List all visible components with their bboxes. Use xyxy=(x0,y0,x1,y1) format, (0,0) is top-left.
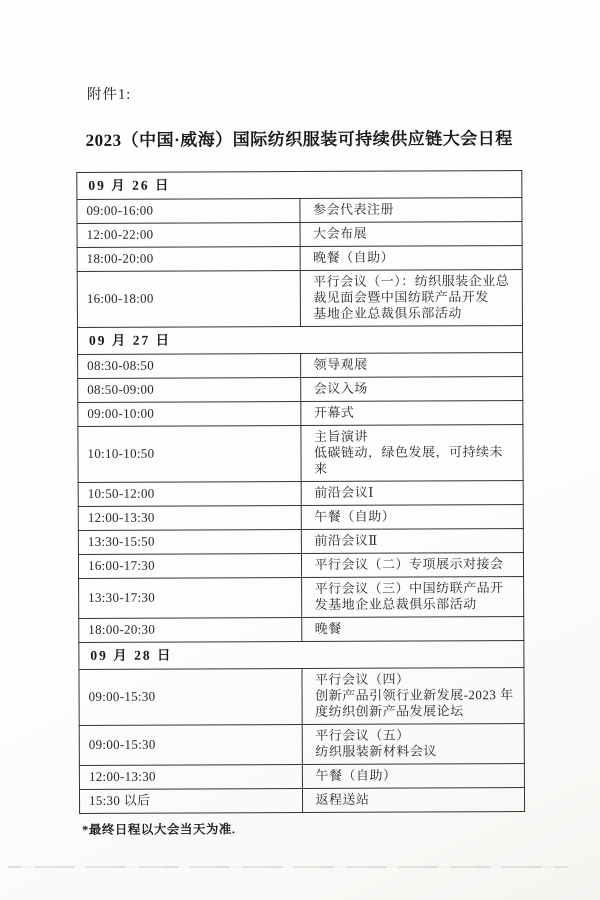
activity-cell xyxy=(302,764,525,789)
activity-line: 平行会议（一）：纺织服装企业总裁见面会暨中国纺联产品开发 xyxy=(313,273,510,305)
time-cell: 09:00-16:00 xyxy=(77,199,300,224)
time-cell: 12:00-13:30 xyxy=(78,505,301,530)
activity-line: 平行会议（三）中国纺联产品开发基地企业总裁俱乐部活动 xyxy=(314,580,504,612)
time-cell: 10:50-12:00 xyxy=(78,481,301,506)
attachment-label: 附件1: xyxy=(86,86,132,103)
schedule-row xyxy=(78,505,523,531)
activity-cell xyxy=(300,222,523,247)
activity-line: 午餐（自助） xyxy=(315,767,397,783)
schedule-footnote: *最终日程以大会当天为准. xyxy=(82,822,236,837)
time-cell: 08:30-08:50 xyxy=(78,353,301,378)
date-header-row xyxy=(77,326,522,355)
date-header-cell: 09 月 27 日 xyxy=(77,326,522,355)
activity-line: 前沿会议Ⅰ xyxy=(314,484,374,500)
activity-cell xyxy=(300,246,523,271)
activity-line: 平行会议（四） xyxy=(314,671,410,687)
schedule-row xyxy=(79,668,524,726)
time-cell: 16:00-18:00 xyxy=(77,271,300,328)
activity-cell xyxy=(300,353,523,378)
schedule-row xyxy=(77,246,522,272)
activity-line: 晚餐 xyxy=(314,620,342,636)
schedule-table xyxy=(76,170,525,814)
time-cell: 13:30-17:30 xyxy=(79,577,302,618)
time-cell: 12:00-13:30 xyxy=(79,764,302,789)
activity-cell xyxy=(301,553,524,578)
activity-cell xyxy=(301,668,524,725)
activity-line: 平行会议（二）专项展示对接会 xyxy=(314,556,504,572)
activity-line: 前沿会议Ⅱ xyxy=(314,532,378,548)
date-header-row xyxy=(79,641,524,670)
activity-line: 主旨演讲 xyxy=(313,428,368,444)
activity-cell xyxy=(300,270,523,327)
activity-line: 午餐（自助） xyxy=(314,508,396,524)
time-cell: 09:00-15:30 xyxy=(79,668,302,725)
activity-line: 返程送站 xyxy=(315,791,370,807)
schedule-row xyxy=(77,198,522,224)
activity-cell xyxy=(301,617,524,642)
schedule-table-body xyxy=(77,171,525,814)
schedule-row xyxy=(79,724,524,766)
schedule-row xyxy=(78,529,523,555)
date-header-cell: 09 月 26 日 xyxy=(77,171,522,200)
activity-line: 基地企业总裁俱乐部活动 xyxy=(313,305,462,321)
schedule-row xyxy=(78,377,523,403)
activity-line: 领导观展 xyxy=(313,356,368,372)
date-header-row xyxy=(77,171,522,200)
time-cell: 18:00-20:30 xyxy=(79,617,302,642)
schedule-row xyxy=(78,553,523,579)
schedule-row xyxy=(77,222,522,248)
date-header-cell: 09 月 28 日 xyxy=(79,641,524,670)
time-cell: 16:00-17:30 xyxy=(78,553,301,578)
schedule-row xyxy=(78,353,523,379)
activity-line: 会议入场 xyxy=(313,380,368,396)
page-title: 2023（中国·威海）国际纺织服装可持续供应链大会日程 xyxy=(85,129,513,150)
time-cell: 08:50-09:00 xyxy=(78,377,301,402)
activity-cell xyxy=(302,788,525,813)
activity-cell xyxy=(300,401,523,426)
time-cell: 09:00-15:30 xyxy=(79,724,302,765)
time-cell: 15:30 以后 xyxy=(79,788,302,813)
activity-cell xyxy=(302,724,525,765)
activity-cell xyxy=(300,377,523,402)
time-cell: 10:10-10:50 xyxy=(78,425,301,482)
activity-cell xyxy=(301,529,524,554)
scan-artifact-line xyxy=(8,866,568,868)
time-cell: 09:00-10:00 xyxy=(78,401,301,426)
activity-line: 纺织服装新材料会议 xyxy=(315,743,437,759)
activity-cell xyxy=(299,198,522,223)
activity-line: 创新产品引领行业新发展-2023 年度纺织创新产品发展论坛 xyxy=(315,687,514,719)
schedule-row xyxy=(79,764,524,790)
time-cell: 12:00-22:00 xyxy=(77,223,300,248)
activity-line: 平行会议（五） xyxy=(315,727,410,743)
time-cell: 18:00-20:00 xyxy=(77,247,300,272)
schedule-row xyxy=(78,425,523,483)
activity-line: 低碳链动，绿色发展，可持续未来 xyxy=(313,444,504,476)
activity-line: 开幕式 xyxy=(313,404,355,420)
activity-cell xyxy=(300,425,523,482)
activity-cell xyxy=(301,505,524,530)
schedule-row xyxy=(77,270,522,328)
schedule-row xyxy=(79,617,524,643)
time-cell: 13:30-15:50 xyxy=(78,529,301,554)
schedule-row xyxy=(78,401,523,427)
schedule-row xyxy=(78,481,523,507)
activity-cell xyxy=(301,481,524,506)
activity-cell xyxy=(301,577,524,618)
activity-line: 参会代表注册 xyxy=(312,201,395,217)
activity-line: 大会布展 xyxy=(313,225,368,241)
activity-line: 晚餐（自助） xyxy=(313,249,395,265)
schedule-row xyxy=(79,577,524,619)
schedule-row xyxy=(79,788,524,814)
